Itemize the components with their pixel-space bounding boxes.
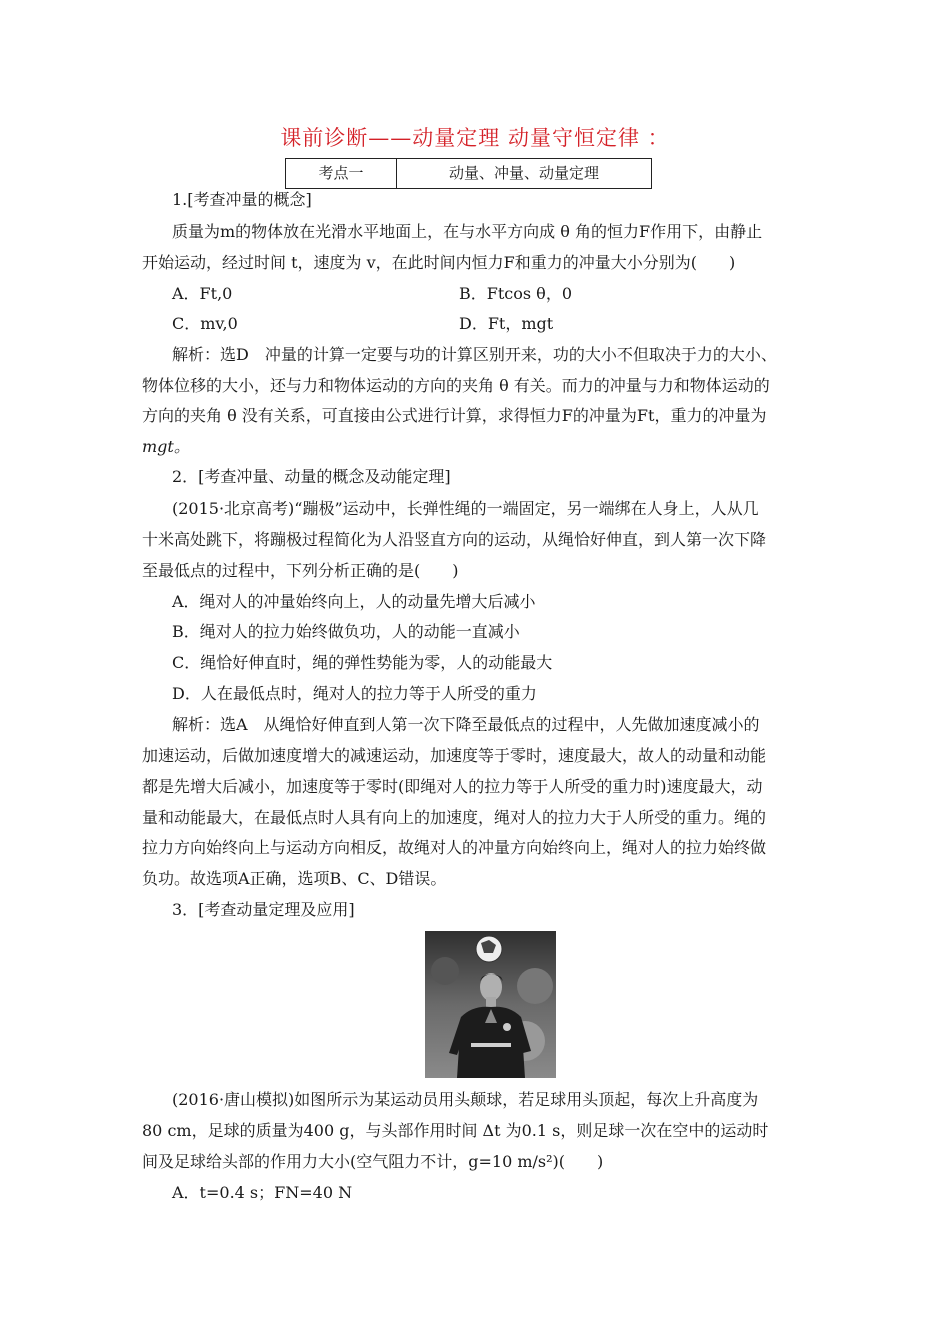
q3-heading: 3．[考查动量定理及应用] (172, 900, 355, 919)
q2-option-b: B．绳对人的拉力始终做负功，人的动能一直减小 (172, 622, 520, 641)
q2-analysis-line: 解析：选A 从绳恰好伸直到人第一次下降至最低点的过程中，人先做加速度减小的 (172, 715, 760, 734)
q2-analysis-line: 加速运动，后做加速度增大的减速运动，加速度等于零时，速度最大，故人的动量和动能 (142, 746, 767, 765)
q2-option-a: A．绳对人的冲量始终向上，人的动量先增大后减小 (172, 592, 536, 611)
soccer-header-photo (425, 931, 556, 1078)
q2-analysis-line: 负功。故选项A正确，选项B、C、D错误。 (142, 869, 447, 888)
q1-analysis-line: 解析：选D 冲量的计算一定要与功的计算区别开来，功的大小不但取决于力的大小、 (172, 345, 777, 364)
q2-stem-line: 十米高处跳下，将蹦极过程简化为人沿竖直方向的运动，从绳恰好伸直，到人第一次下降 (142, 530, 767, 549)
q2-analysis-line: 拉力方向始终向上与运动方向相反，故绳对人的冲量方向始终向上，绳对人的拉力始终做 (142, 838, 767, 857)
q2-heading: 2．[考查冲量、动量的概念及动能定理] (172, 467, 451, 486)
q2-stem-line: 至最低点的过程中，下列分析正确的是( ) (142, 561, 459, 580)
topic-table (285, 158, 652, 189)
q1-option-d: D．Ft，mgt (459, 314, 554, 333)
topic-content: 动量、冲量、动量定理 (448, 164, 599, 182)
q2-stem-line: (2015·北京高考)“蹦极”运动中，长弹性绳的一端固定，另一端绑在人身上，人从几 (172, 499, 759, 518)
q3-option-a: A．t=0.4 s；FN=40 N (172, 1183, 353, 1202)
q2-option-d: D．人在最低点时，绳对人的拉力等于人所受的重力 (172, 684, 537, 703)
q3-stem-line: (2016·唐山模拟)如图所示为某运动员用头颠球，若足球用头顶起，每次上升高度为 (172, 1090, 759, 1109)
soccer-player-image (425, 931, 556, 1078)
q1-stem-line: 开始运动，经过时间 t，速度为 v，在此时间内恒力F和重力的冲量大小分别为( ) (142, 253, 736, 272)
q1-analysis-line: 方向的夹角 θ 没有关系，可直接由公式进行计算，求得恒力F的冲量为Ft，重力的冲量为 (142, 406, 767, 425)
page-title: 课前诊断——动量定理 动量守恒定律 ： (280, 126, 670, 150)
q1-option-b: B．Ftcos θ，0 (459, 284, 572, 303)
q1-option-c: C．mv,0 (172, 314, 238, 333)
q2-analysis-line: 量和动能最大，在最低点时人具有向上的加速度，绳对人的拉力大于人所受的重力。绳的 (142, 808, 767, 827)
q1-heading: 1.[考查冲量的概念] (172, 190, 312, 209)
q3-stem-line: 80 cm，足球的质量为400 g，与头部作用时间 Δt 为0.1 s，则足球一次在空中的运动时 (142, 1121, 769, 1140)
q1-analysis-line: 物体位移的大小，还与力和物体运动的方向的夹角 θ 有关。而力的冲量与力和物体运动的 (142, 376, 770, 395)
q3-stem-line: 间及足球给头部的作用力大小(空气阻力不计，g=10 m/s²)( ) (142, 1152, 604, 1171)
q2-analysis-line: 都是先增大后减小，加速度等于零时(即绳对人的拉力等于人所受的重力时)速度最大，动 (142, 777, 763, 796)
q2-option-c: C．绳恰好伸直时，绳的弹性势能为零，人的动能最大 (172, 653, 553, 672)
q1-stem-line: 质量为m的物体放在光滑水平地面上，在与水平方向成 θ 角的恒力F作用下，由静止 (172, 222, 763, 241)
topic-label: 考点一 (286, 159, 397, 188)
q1-analysis-line: mgt。 (142, 437, 190, 456)
q1-option-a: A．Ft,0 (172, 284, 233, 303)
